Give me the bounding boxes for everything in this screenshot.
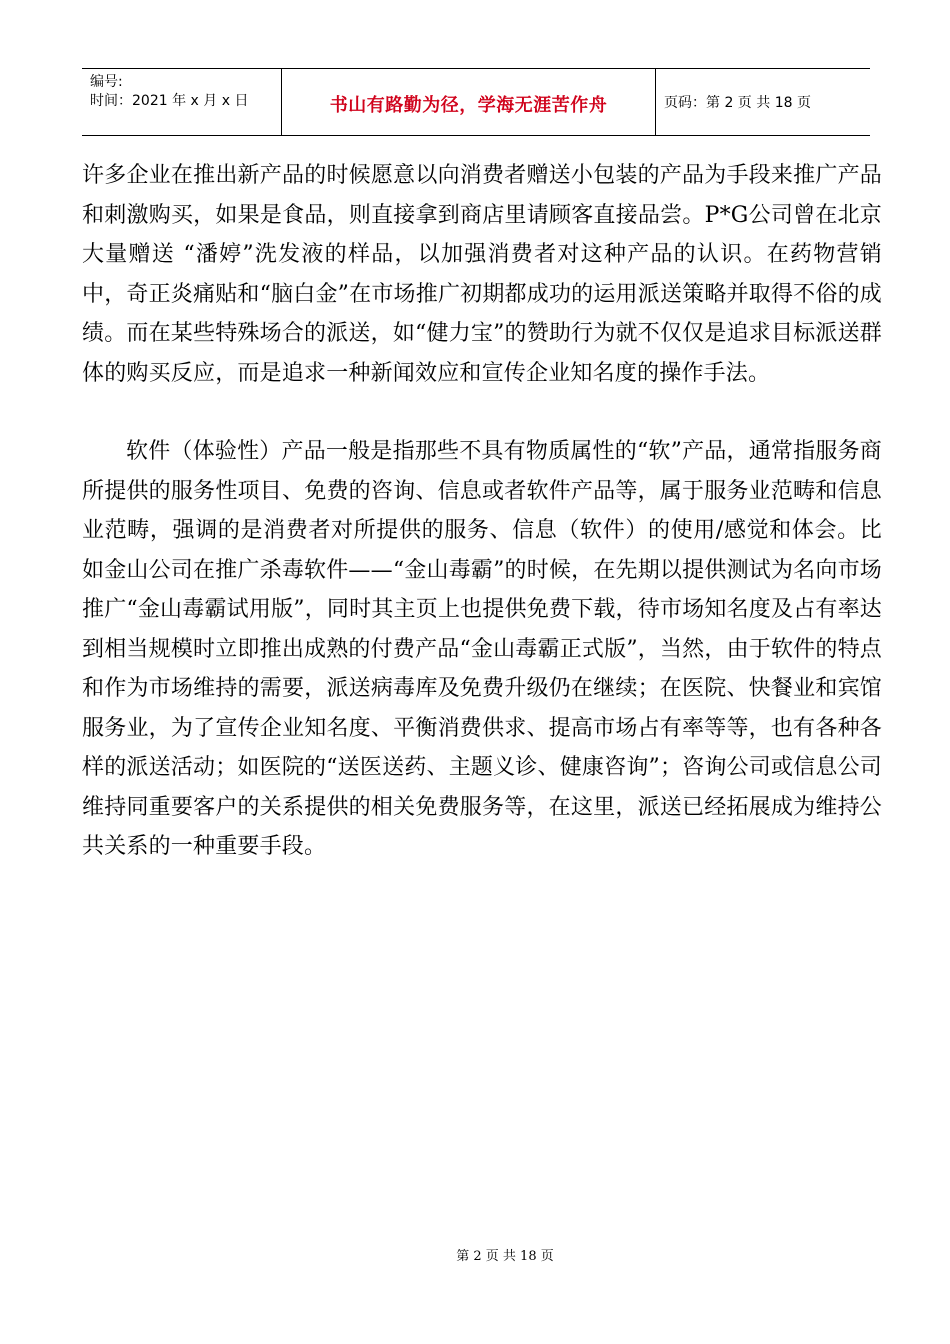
document-body <box>82 156 882 867</box>
page-header <box>82 68 870 136</box>
document-number-label: 编号: <box>90 74 123 90</box>
paragraph-1: 许多企业在推出新产品的时候愿意以向消费者赠送小包装的产品为手段来推广产品和刺激购买，如果是食品，则直接拿到商店里请顾客直接品尝。P*G公司曾在北京大量赠送 “潘婷”洗发液的样品，以加强消费者对这种产品的认识。在药物营销中，奇正炎痛贴和“脑白金”在市场推广初期都成功的运用派送策略并取得不俗的成绩。而在某些特殊场合的派送，如“健力宝”的赞助行为就不仅仅是追求目标派送群体的购买反应，而是追求一种新闻效应和宣传企业知名度的操作手法。 <box>82 163 882 386</box>
header-page-cell <box>656 69 870 135</box>
header-motto-cell <box>282 69 656 135</box>
document-time-label: 时间：2021 年 x 月 x 日 <box>90 93 249 109</box>
page-footer: 第 2 页 共 18 页 <box>456 1249 554 1264</box>
header-motto: 书山有路勤为径，学海无涯苦作舟 <box>329 95 608 116</box>
header-page-number: 页码：第 2 页 共 18 页 <box>664 95 811 111</box>
header-info-cell <box>82 69 282 135</box>
paragraph-2: 软件（体验性）产品一般是指那些不具有物质属性的“软”产品，通常指服务商所提供的服务性项目、免费的咨询、信息或者软件产品等，属于服务业范畴和信息业范畴，强调的是消费者对所提供的服务、信息（软件）的使用/感觉和体会。比如金山公司在推广杀毒软件——“金山毒霸”的时候，在先期以提供测试为名向市场推广“金山毒霸试用版”，同时其主页上也提供免费下载，待市场知名度及占有率达到相当规模时立即推出成熟的付费产品“金山毒霸正式版”，当然，由于软件的特点和作为市场维持的需要，派送病毒库及免费升级仍在继续；在医院、快餐业和宾馆服务业，为了宣传企业知名度、平衡消费供求、提高市场占有率等等，也有各种各样的派送活动；如医院的“送医送药、主题义诊、健康咨询”；咨询公司或信息公司维持同重要客户的关系提供的相关免费服务等，在这里，派送已经拓展成为维持公共关系的一种重要手段。 <box>82 439 882 859</box>
